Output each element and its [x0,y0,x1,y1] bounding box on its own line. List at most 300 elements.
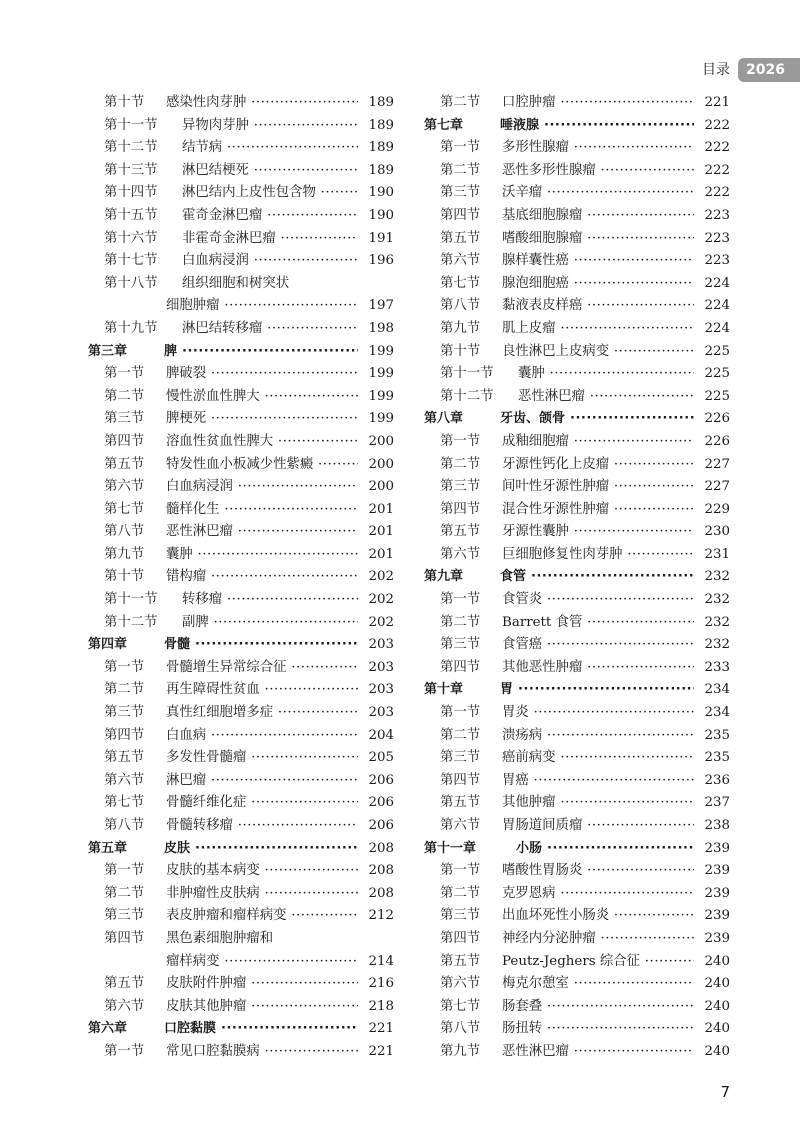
toc-entry-page: 201 [360,544,394,567]
toc-entry-label: 第十四节 [104,185,158,201]
toc-entry-page: 200 [360,476,394,499]
toc-left-column [88,92,394,1064]
toc-entry-page: 198 [360,318,394,341]
toc-entry-page: 231 [696,544,730,567]
toc-entry-title: 皮肤附件肿瘤 ····· [166,973,358,996]
toc-entry-title: 多形性腺瘤 ····· [502,137,694,160]
toc-entry-row[interactable] [88,860,394,883]
toc-entry-page: 208 [360,883,394,906]
toc-entry-page: 227 [696,454,730,477]
toc-entry-row[interactable] [424,250,730,273]
toc-entry-page: 201 [360,521,394,544]
toc-entry-title: 骨髓 ····· [164,634,358,657]
toc-entry-page: 234 [696,702,730,725]
toc-entry-title: 其他恶性肿瘤 ····· [502,657,694,680]
toc-entry-page: 234 [696,679,730,702]
toc-entry-label: 第三节 [440,908,481,924]
toc-entry-row[interactable] [88,612,394,635]
toc-entry-page: 221 [360,1041,394,1064]
toc-entry-title: Barrett 食管 ····· [502,612,694,635]
toc-entry-row[interactable] [424,521,730,544]
toc-entry-page: 203 [360,657,394,680]
toc-entry-page: 200 [360,454,394,477]
toc-entry-row[interactable] [88,92,394,115]
toc-entry-page: 216 [360,973,394,996]
toc-entry-row[interactable] [88,589,394,612]
toc-entry-label: 第六章 [88,1021,128,1037]
toc-entry-page: 190 [360,182,394,205]
toc-entry-row[interactable] [88,1041,394,1064]
toc-entry-title: 基底细胞腺瘤 ····· [502,205,694,228]
toc-entry-page: 239 [696,838,730,861]
toc-entry-row[interactable] [88,544,394,567]
toc-entry-row[interactable] [424,363,730,386]
toc-entry-title: 食管 ····· [500,566,694,589]
toc-entry-page: 189 [360,137,394,160]
toc-entry-title: 骨髓转移瘤 ····· [166,815,358,838]
toc-chapter-row[interactable] [88,341,394,364]
toc-entry-label: 第五节 [104,456,145,472]
toc-entry-title: 恶性多形性腺瘤 ····· [502,160,694,183]
toc-entry-label: 第二节 [104,388,145,404]
toc-entry-page: 222 [696,160,730,183]
toc-entry-label: 第二节 [440,727,481,743]
toc-entry-page: 189 [360,115,394,138]
toc-entry-row[interactable] [424,1018,730,1041]
toc-entry-page: 202 [360,589,394,612]
toc-entry-label: 第六节 [104,479,145,495]
toc-entry-page: 237 [696,792,730,815]
toc-entry-label: 第八章 [424,411,464,427]
toc-entry-title: 黏液表皮样癌 ····· [502,295,694,318]
toc-entry-page: 225 [696,386,730,409]
toc-entry-title: 错构瘤 ····· [166,566,358,589]
toc-entry-row[interactable] [424,725,730,748]
toc-entry-label: 第五节 [440,795,481,811]
toc-entry-page: 200 [360,431,394,454]
toc-entry-row[interactable] [88,386,394,409]
toc-entry-row[interactable] [88,928,394,951]
toc-entry-page: 232 [696,612,730,635]
toc-entry-label: 第九节 [104,546,145,562]
toc-entry-label: 第十八节 [104,275,158,291]
toc-entry-page: 218 [360,996,394,1019]
toc-entry-page: 221 [360,1018,394,1041]
toc-entry-label: 第四章 [88,637,128,653]
toc-entry-label: 第八节 [104,818,145,833]
toc-entry-title: 皮肤 ····· [164,838,358,861]
header-label: 目录 [702,62,730,78]
toc-entry-page: 227 [696,476,730,499]
toc-entry-title: 牙源性囊肿 ····· [502,521,694,544]
toc-entry-row[interactable] [88,115,394,138]
toc-entry-title: 梅克尔憩室 ····· [502,973,694,996]
toc-entry-row[interactable] [424,386,730,409]
toc-entry-row[interactable] [88,951,394,974]
toc-entry-title: 间叶性牙源性肿瘤 ····· [502,476,694,499]
toc-entry-row[interactable] [424,770,730,793]
toc-entry-row[interactable] [424,476,730,499]
toc-entry-label: 第十节 [104,95,145,110]
toc-entry-page: 239 [696,928,730,951]
toc-entry-title: 淋巴结转移瘤 ····· [182,318,358,341]
toc-entry-page: 222 [696,115,730,138]
toc-entry-page: 226 [696,408,730,431]
toc-entry-row[interactable] [424,205,730,228]
toc-entry-row[interactable] [424,182,730,205]
toc-entry-label: 第二节 [104,885,145,901]
toc-entry-row[interactable] [88,363,394,386]
toc-entry-page: 225 [696,341,730,364]
toc-entry-label: 第四节 [104,930,145,946]
toc-chapter-row[interactable] [88,1018,394,1041]
toc-entry-page: 203 [360,679,394,702]
toc-entry-page: 203 [360,634,394,657]
toc-entry-row[interactable] [88,182,394,205]
toc-entry-row[interactable] [424,341,730,364]
toc-entry-page: 239 [696,883,730,906]
toc-entry-page: 230 [696,521,730,544]
toc-entry-title: 良性淋巴上皮病变 ····· [502,341,694,364]
toc-entry-title: 常见口腔黏膜病 ····· [166,1041,358,1064]
toc-entry-title: 真性红细胞增多症 ····· [166,702,358,725]
toc-entry-title: 癌前病变 ····· [502,747,694,770]
toc-entry-row[interactable] [424,792,730,815]
toc-entry-label: 第一节 [104,366,145,382]
toc-chapter-row[interactable] [424,838,730,861]
toc-entry-row[interactable] [424,747,730,770]
toc-entry-row[interactable] [424,657,730,680]
page-header [0,58,800,82]
toc-entry-title: 表皮肿瘤和瘤样病变 ····· [166,905,358,928]
toc-entry-label: 第九节 [440,320,481,336]
toc-entry-title: 胃癌 ····· [502,770,694,793]
toc-entry-row[interactable] [88,973,394,996]
toc-entry-label: 第二节 [440,885,481,901]
toc-entry-title: 脾 ····· [164,341,358,364]
toc-entry-row[interactable] [424,612,730,635]
toc-entry-row[interactable] [424,883,730,906]
toc-entry-row[interactable] [424,702,730,725]
toc-entry-row[interactable] [424,499,730,522]
toc-entry-page: 190 [360,205,394,228]
toc-entry-title: 白血病 ····· [166,725,358,748]
toc-entry-title: 黑色素细胞肿瘤和 [166,930,274,946]
toc-entry-title: 小肠 ····· [516,838,694,861]
toc-entry-label: 第四节 [440,501,481,517]
toc-entry-label: 第十九节 [104,320,158,336]
toc-entry-page: 201 [360,499,394,522]
toc-entry-page: 196 [360,250,394,273]
toc-entry-title: 白血病浸润 ····· [166,476,358,499]
toc-entry-row[interactable] [88,454,394,477]
toc-entry-title: 巨细胞修复性肉芽肿 ····· [502,544,694,567]
toc-entry-page: 221 [696,92,730,115]
toc-entry-label: 第三节 [440,479,481,495]
toc-entry-page: 199 [360,408,394,431]
toc-entry-page: 189 [360,160,394,183]
toc-entry-row[interactable] [88,566,394,589]
toc-entry-row[interactable] [88,770,394,793]
toc-entry-label: 第四节 [440,930,481,946]
toc-entry-label: 第十五节 [104,207,158,223]
toc-entry-label: 第五节 [104,976,145,992]
toc-right-column [424,92,730,1064]
toc-entry-page: 223 [696,228,730,251]
toc-entry-label: 第五节 [440,230,481,246]
toc-entry-label: 第七节 [104,795,145,811]
toc-entry-title: 嗜酸细胞腺瘤 ····· [502,228,694,251]
toc-entry-label: 第五节 [440,524,481,540]
toc-entry-page: 239 [696,905,730,928]
toc-entry-title: 牙齿、颌骨 ····· [500,408,694,431]
toc-entry-label: 第三章 [88,343,128,359]
toc-entry-title: 特发性血小板减少性紫癜 ····· [166,454,358,477]
toc-entry-label: 第八节 [104,524,145,540]
toc-entry-label: 第三节 [440,637,481,653]
toc-entry-title: 骨髓纤维化症 ····· [166,792,358,815]
toc-entry-label: 第三节 [104,411,145,427]
toc-entry-row[interactable] [424,544,730,567]
toc-entry-row[interactable] [88,431,394,454]
toc-entry-row[interactable] [424,951,730,974]
toc-entry-title: 溶血性贫血性脾大 ····· [166,431,358,454]
toc-entry-title: 嗜酸性胃肠炎 ····· [502,860,694,883]
toc-entry-page: 191 [360,228,394,251]
toc-entry-page: 224 [696,295,730,318]
toc-entry-row[interactable] [88,883,394,906]
toc-entry-title: 腺泡细胞癌 ····· [502,273,694,296]
toc-entry-title: 克罗恩病 ····· [502,883,694,906]
toc-entry-page: 240 [696,996,730,1019]
toc-entry-page: 232 [696,589,730,612]
toc-entry-page: 224 [696,318,730,341]
toc-entry-label: 第九节 [440,1043,481,1059]
toc-chapter-row[interactable] [88,634,394,657]
toc-entry-page: 222 [696,182,730,205]
toc-entry-row[interactable] [424,589,730,612]
toc-entry-title: 再生障碍性贫血 ····· [166,679,358,702]
toc-entry-title: 囊肿 ····· [518,363,694,386]
toc-entry-page: 197 [360,295,394,318]
toc-entry-label: 第一节 [104,1043,145,1059]
toc-entry-title: 淋巴结内上皮性包含物 ····· [182,182,358,205]
toc-entry-label: 第五节 [104,750,145,766]
toc-entry-title: 肠套叠 ····· [502,996,694,1019]
toc-entry-title: Peutz-Jeghers 综合征 ····· [502,951,694,974]
toc-entry-row[interactable] [88,408,394,431]
toc-entry-page: 229 [696,499,730,522]
toc-entry-page: 222 [696,137,730,160]
toc-entry-page: 202 [360,566,394,589]
toc-entry-row[interactable] [88,295,394,318]
toc-entry-page: 189 [360,92,394,115]
toc-entry-label: 第七章 [424,117,464,133]
toc-entry-label: 第六节 [104,998,145,1014]
toc-entry-page: 205 [360,747,394,770]
toc-entry-label: 第四节 [104,727,145,743]
toc-entry-row[interactable] [424,860,730,883]
toc-entry-label: 第二节 [440,95,481,110]
toc-entry-label: 第一节 [104,863,145,879]
toc-entry-label: 第五节 [440,953,481,969]
toc-entry-label: 第十三节 [104,162,158,178]
toc-entry-row[interactable] [88,702,394,725]
toc-entry-page: 214 [360,951,394,974]
toc-entry-title: 溃疡病 ····· [502,725,694,748]
toc-entry-label: 第三节 [440,750,481,766]
toc-entry-title: 腺样囊性癌 ····· [502,250,694,273]
toc-entry-title: 髓样化生 ····· [166,499,358,522]
toc-entry-label: 第十节 [440,343,481,359]
toc-entry-label: 第三节 [104,705,145,721]
toc-entry-row[interactable] [88,476,394,499]
toc-entry-title: 脾破裂 ····· [166,363,358,386]
toc-entry-row[interactable] [424,431,730,454]
toc-chapter-row[interactable] [424,679,730,702]
toc-entry-title: 非肿瘤性皮肤病 ····· [166,883,358,906]
toc-entry-row[interactable] [88,521,394,544]
toc-chapter-row[interactable] [424,566,730,589]
toc-entry-row[interactable] [424,1041,730,1064]
toc-entry-page: 199 [360,363,394,386]
toc-entry-title: 食管炎 ····· [502,589,694,612]
toc-entry-row[interactable] [88,657,394,680]
toc-entry-title: 恶性淋巴瘤 ····· [502,1041,694,1064]
toc-entry-title: 成釉细胞瘤 ····· [502,431,694,454]
toc-entry-page: 212 [360,905,394,928]
toc-entry-row[interactable] [424,815,730,838]
toc-entry-label: 第三节 [440,185,481,201]
toc-entry-page: 199 [360,386,394,409]
toc-entry-row[interactable] [424,295,730,318]
toc-entry-row[interactable] [424,92,730,115]
toc-entry-page: 235 [696,725,730,748]
toc-entry-label: 第六节 [440,253,481,269]
toc-entry-label: 第十一节 [440,366,494,382]
toc-entry-title: 白血病浸润 ····· [182,250,358,273]
toc-entry-row[interactable] [88,725,394,748]
toc-entry-title: 肠扭转 ····· [502,1018,694,1041]
toc-entry-label: 第二节 [440,162,481,178]
toc-entry-label: 第十节 [104,569,145,585]
toc-entry-row[interactable] [424,318,730,341]
toc-entry-row[interactable] [88,160,394,183]
toc-entry-title: 胃炎 ····· [502,702,694,725]
toc-entry-title: 皮肤的基本病变 ····· [166,860,358,883]
toc-entry-page: 232 [696,634,730,657]
toc-entry-row[interactable] [88,205,394,228]
toc-entry-title: 淋巴结梗死 ····· [182,160,358,183]
toc-entry-row[interactable] [424,905,730,928]
toc-entry-label: 第三节 [104,908,145,924]
toc-entry-row[interactable] [424,928,730,951]
toc-entry-page: 240 [696,951,730,974]
toc-entry-page: 239 [696,860,730,883]
toc-entry-label: 第四节 [440,772,481,788]
toc-entry-label: 第一节 [440,433,481,449]
toc-entry-row[interactable] [88,228,394,251]
toc-entry-title: 脾梗死 ····· [166,408,358,431]
toc-entry-label: 第二节 [104,682,145,698]
toc-entry-title: 胃 ····· [500,679,694,702]
toc-entry-row[interactable] [424,454,730,477]
toc-entry-page: 206 [360,792,394,815]
toc-entry-title: 组织细胞和树突状 [182,275,290,291]
toc-entry-page: 202 [360,612,394,635]
toc-entry-row[interactable] [88,273,394,296]
toc-entry-title: 副脾 ····· [182,612,358,635]
toc-entry-label: 第十二节 [104,614,158,630]
toc-entry-title: 其他肿瘤 ····· [502,792,694,815]
toc-entry-label: 第五章 [88,840,128,856]
toc-entry-label: 第十七节 [104,253,158,269]
toc-entry-title: 唾液腺 ····· [500,115,694,138]
toc-entry-row[interactable] [88,499,394,522]
toc-entry-page: 208 [360,838,394,861]
toc-entry-row[interactable] [424,996,730,1019]
toc-entry-label: 第十一节 [104,117,158,133]
toc-entry-label: 第八节 [440,298,481,314]
toc-entry-row[interactable] [424,973,730,996]
toc-entry-label: 第九章 [424,569,464,585]
toc-entry-row[interactable] [424,137,730,160]
toc-entry-label: 第十一节 [104,592,158,608]
toc-entry-page: 235 [696,747,730,770]
toc-entry-row[interactable] [88,815,394,838]
toc-entry-row[interactable] [88,747,394,770]
toc-entry-label: 第一节 [440,140,481,156]
toc-chapter-row[interactable] [424,115,730,138]
toc-entry-title: 骨髓增生异常综合征 ····· [166,657,358,680]
toc-entry-page: 236 [696,770,730,793]
toc-chapter-row[interactable] [88,838,394,861]
toc-entry-row[interactable] [88,318,394,341]
toc-entry-page: 240 [696,1041,730,1064]
toc-entry-label: 第六节 [440,818,481,833]
toc-entry-row[interactable] [88,905,394,928]
year-badge: 2026 [738,58,800,82]
toc-chapter-row[interactable] [424,408,730,431]
toc-entry-page: 206 [360,815,394,838]
toc-entry-row[interactable] [88,996,394,1019]
toc-entry-row[interactable] [88,137,394,160]
toc-entry-page: 206 [360,770,394,793]
toc-entry-title: 细胞肿瘤 ····· [166,295,358,318]
toc-entry-row[interactable] [424,634,730,657]
page-number: 7 [720,1083,730,1101]
toc-entry-label: 第一节 [104,659,145,675]
toc-entry-row[interactable] [424,273,730,296]
toc-entry-row[interactable] [424,160,730,183]
toc-entry-title: 牙源性钙化上皮瘤 ····· [502,454,694,477]
toc-entry-title: 转移瘤 ····· [182,589,358,612]
toc-entry-label: 第七节 [440,998,481,1014]
toc-entry-label: 第十六节 [104,230,158,246]
toc-entry-row[interactable] [88,250,394,273]
toc-entry-row[interactable] [88,679,394,702]
toc-entry-title: 口腔黏膜 ····· [164,1018,358,1041]
toc-entry-label: 第四节 [440,659,481,675]
toc-entry-title: 感染性肉芽肿 ····· [166,92,358,115]
toc-entry-page: 233 [696,657,730,680]
toc-entry-page: 223 [696,205,730,228]
toc-entry-label: 第十二节 [440,388,494,404]
toc-entry-row[interactable] [424,228,730,251]
toc-entry-row[interactable] [88,792,394,815]
toc-entry-title: 皮肤其他肿瘤 ····· [166,996,358,1019]
toc-entry-label: 第一节 [440,592,481,608]
